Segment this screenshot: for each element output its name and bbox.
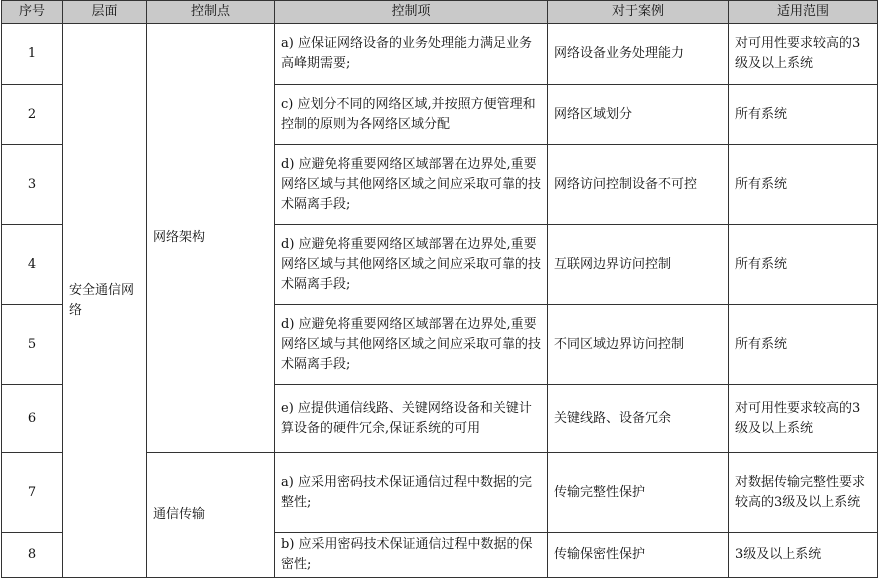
row-number: 8: [2, 533, 63, 578]
case-cell: 互联网边界访问控制: [548, 225, 729, 305]
control-item: b) 应采用密码技术保证通信过程中数据的保密性;: [275, 533, 548, 578]
layer-cell: 安全通信网络: [63, 24, 147, 578]
row-number: 2: [2, 85, 63, 145]
row-number: 5: [2, 305, 63, 385]
case-cell: 关键线路、设备冗余: [548, 385, 729, 453]
control-item: d) 应避免将重要网络区域部署在边界处,重要网络区域与其他网络区域之间应采取可靠的技术隔离手段;: [275, 225, 548, 305]
scope-cell: 对数据传输完整性要求较高的3级及以上系统: [729, 453, 878, 533]
scope-cell: 所有系统: [729, 225, 878, 305]
header-no: 序号: [2, 1, 63, 24]
control-item: d) 应避免将重要网络区域部署在边界处,重要网络区域与其他网络区域之间应采取可靠的技术隔离手段;: [275, 145, 548, 225]
table-row: [2, 24, 878, 85]
scope-cell: 所有系统: [729, 85, 878, 145]
control-item: a) 应采用密码技术保证通信过程中数据的完整性;: [275, 453, 548, 533]
control-item: a) 应保证网络设备的业务处理能力满足业务高峰期需要;: [275, 24, 548, 85]
row-number: 4: [2, 225, 63, 305]
case-cell: 传输完整性保护: [548, 453, 729, 533]
row-number: 7: [2, 453, 63, 533]
case-cell: 网络区域划分: [548, 85, 729, 145]
case-cell: 不同区域边界访问控制: [548, 305, 729, 385]
control-table: [1, 0, 878, 578]
row-number: 3: [2, 145, 63, 225]
case-cell: 网络设备业务处理能力: [548, 24, 729, 85]
header-case: 对于案例: [548, 1, 729, 24]
control-point-network-architecture: 网络架构: [147, 24, 275, 453]
case-cell: 网络访问控制设备不可控: [548, 145, 729, 225]
scope-cell: 对可用性要求较高的3级及以上系统: [729, 24, 878, 85]
row-number: 6: [2, 385, 63, 453]
control-point-communication-transmission: 通信传输: [147, 453, 275, 578]
scope-cell: 所有系统: [729, 305, 878, 385]
row-number: 1: [2, 24, 63, 85]
header-scope: 适用范围: [729, 1, 878, 24]
scope-cell: 对可用性要求较高的3级及以上系统: [729, 385, 878, 453]
scope-cell: 3级及以上系统: [729, 533, 878, 578]
header-row: [2, 1, 878, 24]
scope-cell: 所有系统: [729, 145, 878, 225]
control-item: c) 应划分不同的网络区域,并按照方便管理和控制的原则为各网络区域分配: [275, 85, 548, 145]
header-control-point: 控制点: [147, 1, 275, 24]
header-layer: 层面: [63, 1, 147, 24]
control-item: d) 应避免将重要网络区域部署在边界处,重要网络区域与其他网络区域之间应采取可靠的技术隔离手段;: [275, 305, 548, 385]
header-control-item: 控制项: [275, 1, 548, 24]
control-item: e) 应提供通信线路、关键网络设备和关键计算设备的硬件冗余,保证系统的可用: [275, 385, 548, 453]
case-cell: 传输保密性保护: [548, 533, 729, 578]
